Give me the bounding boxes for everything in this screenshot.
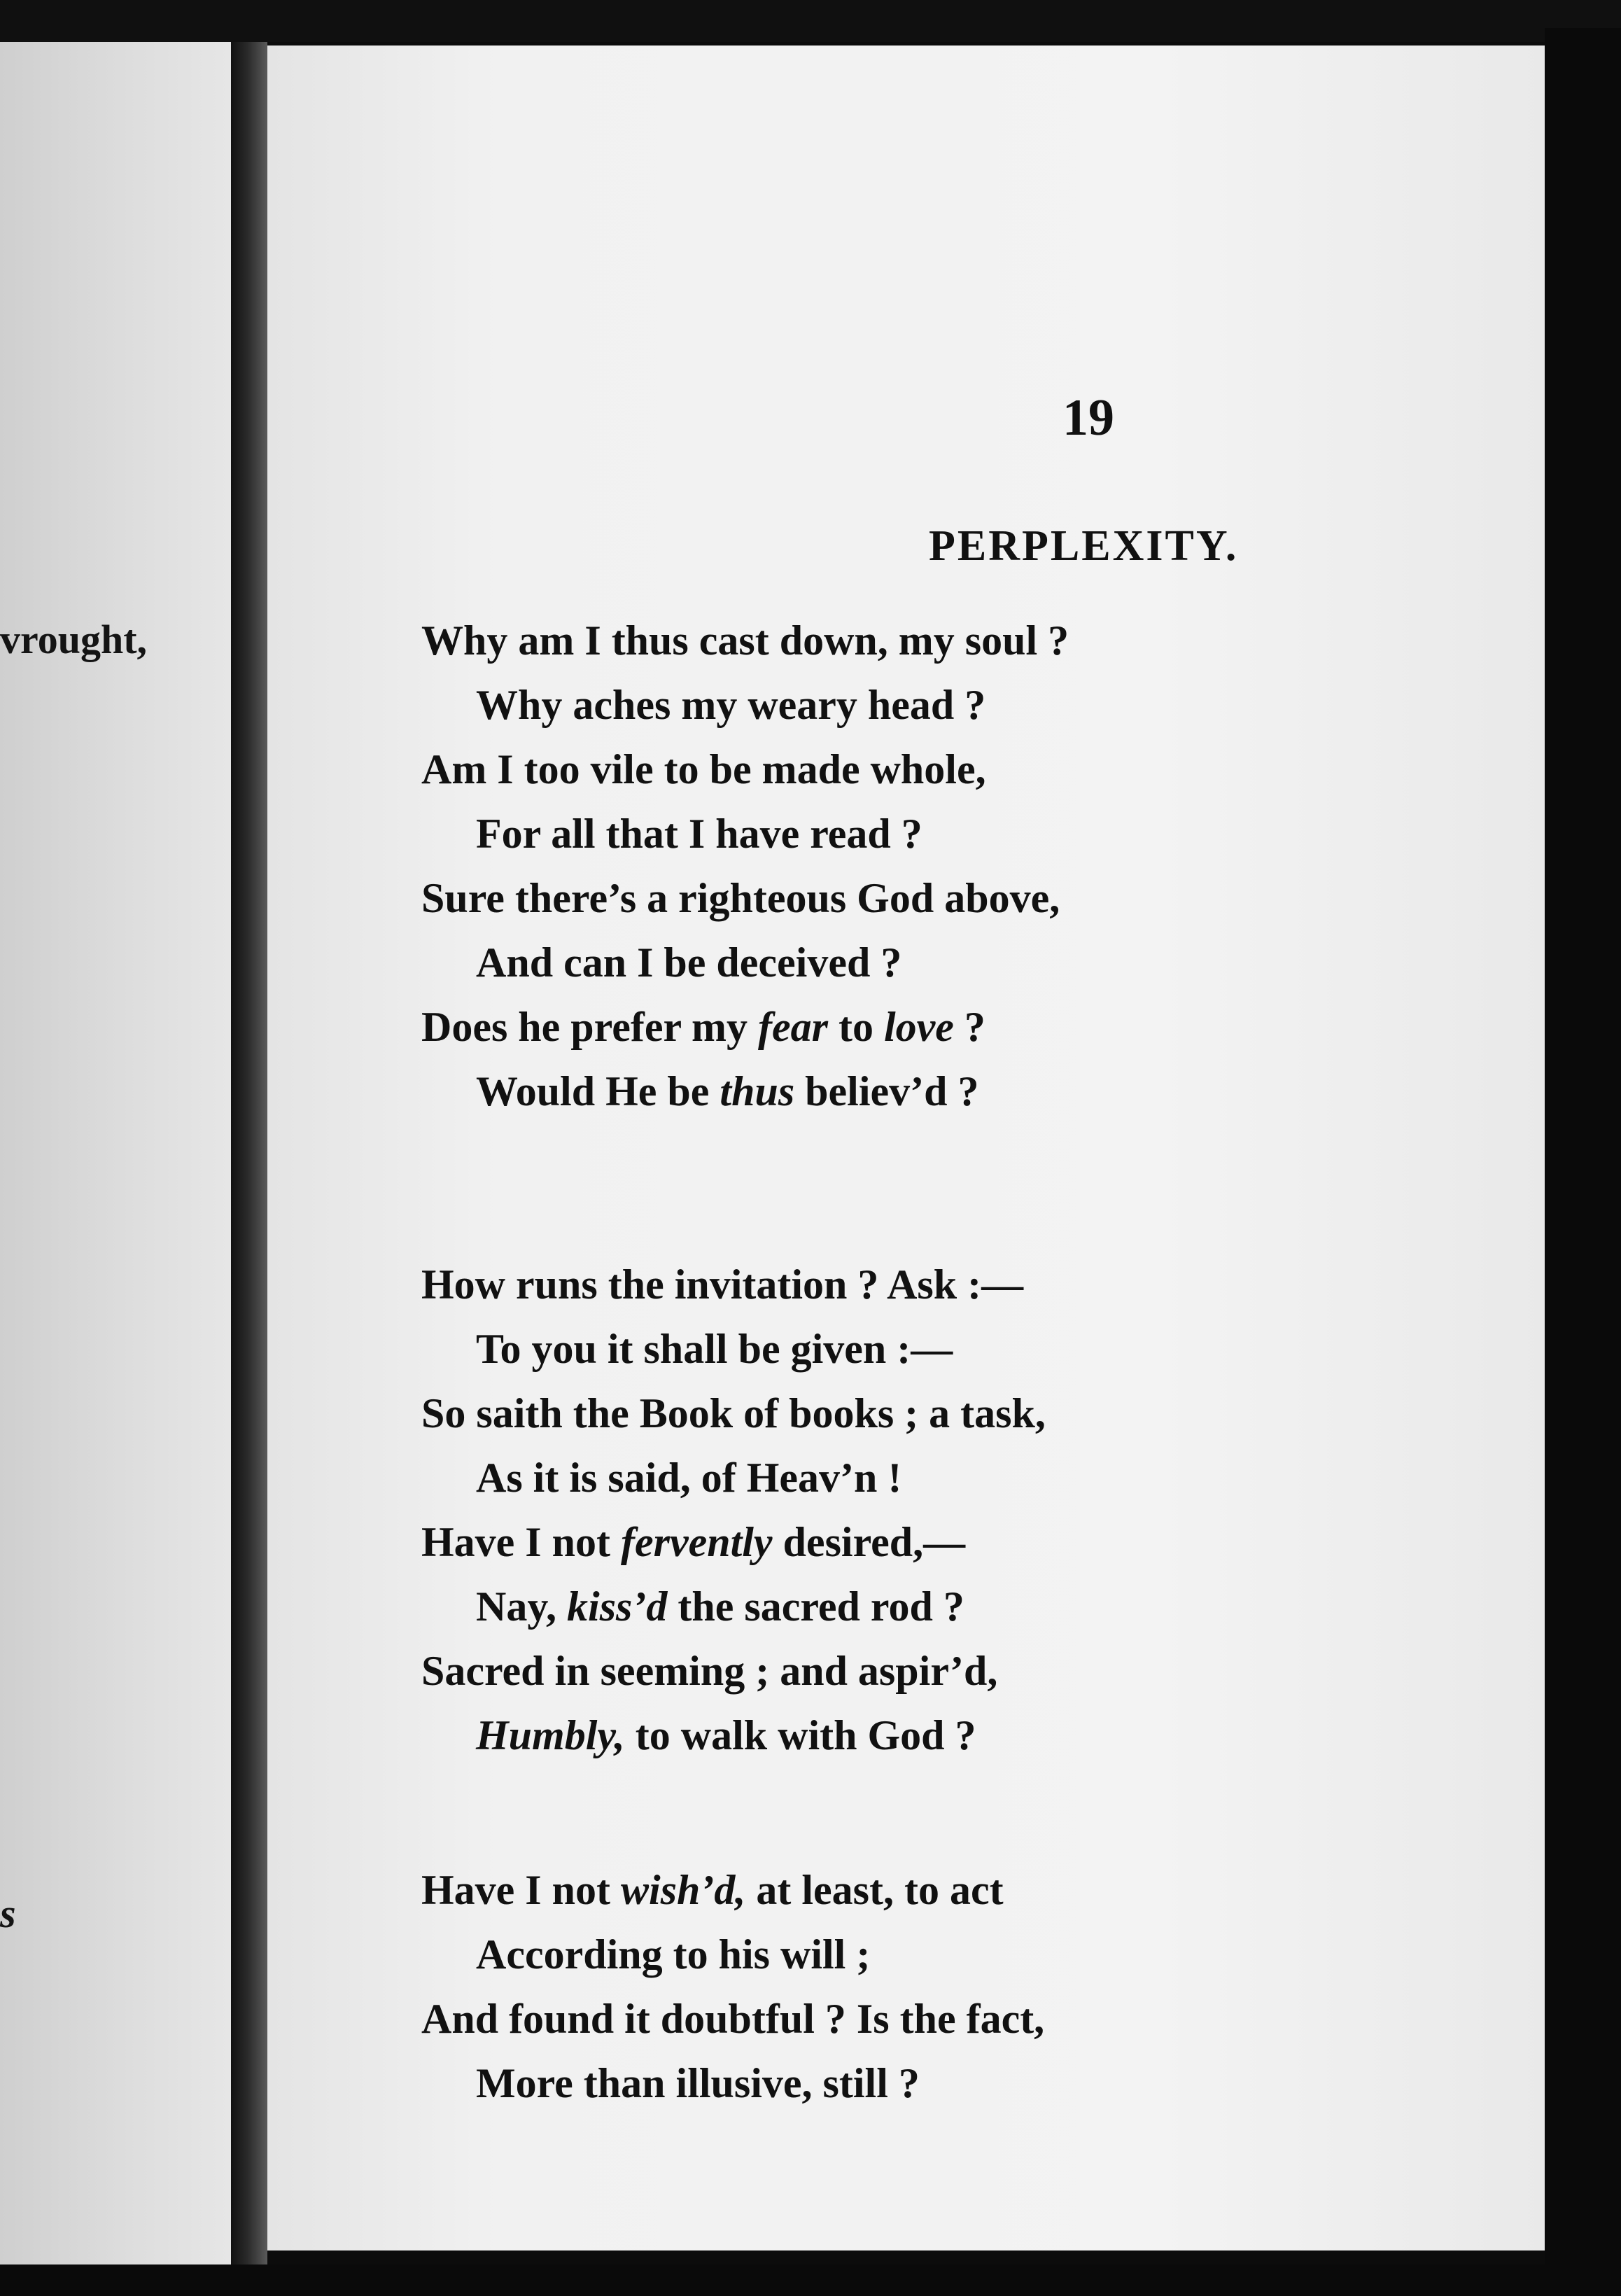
poem-line xyxy=(421,1261,1024,1308)
poem-text: Would He be xyxy=(476,1068,720,1114)
poem-text: Am I too vile to be made whole, xyxy=(421,746,986,792)
poem-text: believ’d ? xyxy=(794,1068,979,1114)
poem-text: desired,— xyxy=(772,1519,966,1565)
poem-title: PERPLEXITY. xyxy=(929,522,1239,570)
scan-border-top xyxy=(0,0,1621,42)
facing-page-left xyxy=(0,42,231,2264)
poem-emphasis: wish’d, xyxy=(621,1867,746,1913)
scan-border-bottom xyxy=(0,2264,1621,2296)
poem-text: ? xyxy=(953,1004,985,1050)
poem-text: Have I not xyxy=(421,1867,621,1913)
poem-text: the sacred rod ? xyxy=(667,1583,964,1630)
poem-line xyxy=(476,1070,979,1112)
poem-line xyxy=(421,1521,965,1563)
poem-line xyxy=(421,877,1060,919)
poem-line xyxy=(476,1583,964,1630)
poem-text: Why aches my weary head ? xyxy=(476,682,986,728)
poem-text: And found it doubtful ? Is the fact, xyxy=(421,1996,1045,2042)
poem-line xyxy=(421,1392,1046,1434)
poem-text: Why am I thus cast down, my soul ? xyxy=(421,617,1069,664)
page-number: 19 xyxy=(1062,389,1114,447)
poem-text: to xyxy=(827,1004,884,1050)
poem-line xyxy=(421,1869,1004,1911)
poem-emphasis: love xyxy=(883,1004,954,1050)
poem-line xyxy=(476,813,922,855)
poem-line xyxy=(476,1933,870,1975)
poem-emphasis: kiss’d xyxy=(567,1583,668,1630)
poem-line xyxy=(421,1998,1044,2040)
poem-line xyxy=(421,617,1069,664)
scan-border-right xyxy=(1545,28,1621,2296)
poem-line xyxy=(476,2062,920,2104)
poem-text: To you it shall be given :— xyxy=(476,1326,953,1372)
poem-text: Nay, xyxy=(476,1583,568,1630)
left-page-text-fragment: vrought, xyxy=(0,617,148,662)
left-page-text-fragment: s xyxy=(0,1891,16,1936)
poem-line xyxy=(476,939,902,986)
poem-line xyxy=(476,1328,953,1370)
poem-text: According to his will ; xyxy=(476,1931,871,1977)
poem-text: More than illusive, still ? xyxy=(476,2060,920,2106)
poem-text: For all that I have read ? xyxy=(476,811,922,857)
poem-line xyxy=(476,684,985,726)
poem-emphasis: Humbly, xyxy=(476,1712,625,1758)
poem-text: So saith the Book of books ; a task, xyxy=(421,1390,1046,1436)
poem-line xyxy=(421,1006,985,1048)
poem-text: As it is said, of Heav’n ! xyxy=(476,1455,902,1501)
poem-text: Sacred in seeming ; and aspir’d, xyxy=(421,1648,998,1694)
poem-emphasis: thus xyxy=(720,1068,795,1114)
poem-emphasis: fervently xyxy=(621,1519,773,1565)
poem-line xyxy=(476,1457,901,1499)
poem-text: How runs the invitation ? Ask :— xyxy=(421,1261,1024,1308)
poem-text: at least, to act xyxy=(745,1867,1004,1913)
page-right xyxy=(267,46,1545,2250)
poem-text: Sure there’s a righteous God above, xyxy=(421,875,1060,921)
poem-line xyxy=(421,1650,997,1692)
book-gutter xyxy=(231,42,267,2264)
poem-text: Have I not xyxy=(421,1519,621,1565)
poem-line xyxy=(476,1714,976,1756)
poem-text: to walk with God ? xyxy=(624,1712,976,1758)
poem-line xyxy=(421,748,986,790)
poem-emphasis: fear xyxy=(758,1004,828,1050)
poem-text: And can I be deceived ? xyxy=(476,939,902,986)
poem-text: Does he prefer my xyxy=(421,1004,758,1050)
